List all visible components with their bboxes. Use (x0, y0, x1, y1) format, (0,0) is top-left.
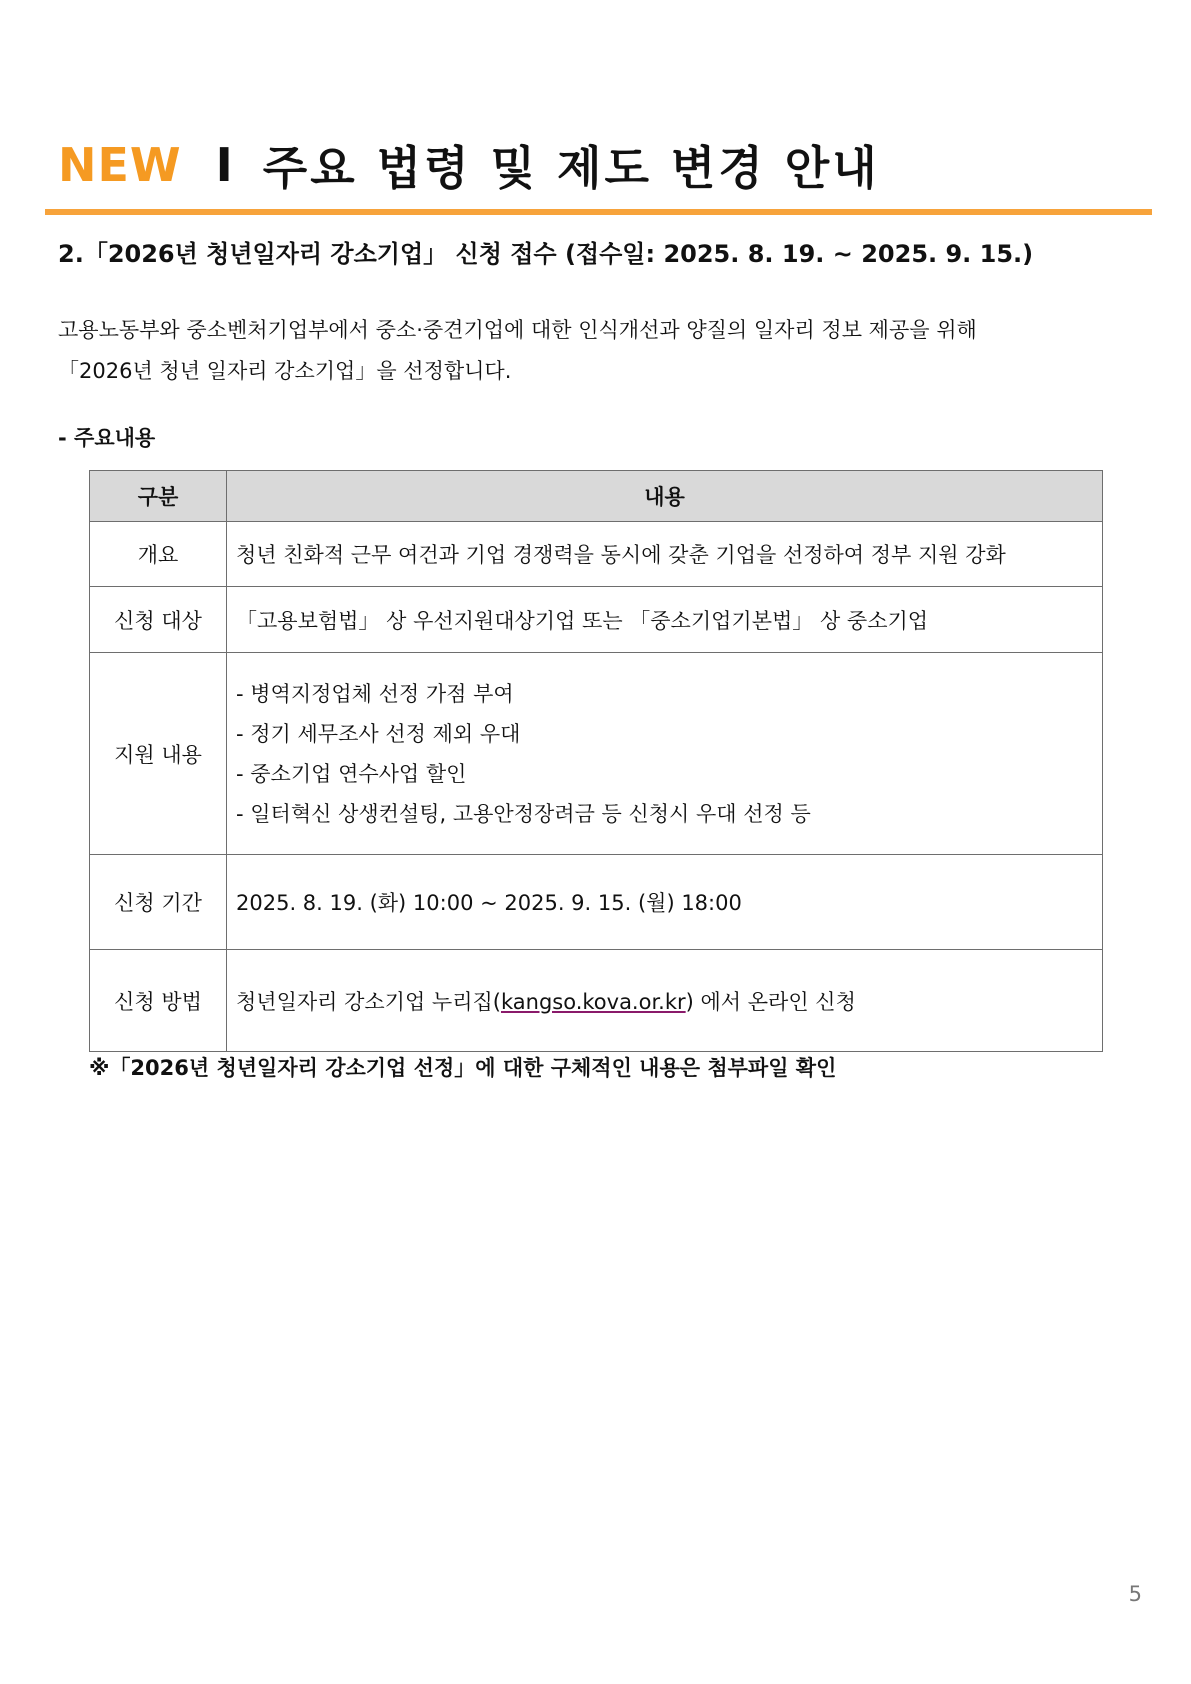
target-label: 신청 대상 (90, 587, 227, 653)
table-row-method (90, 950, 1103, 1052)
header-separator: I (215, 138, 233, 192)
table-row-period (90, 855, 1103, 950)
support-item: - 정기 세무조사 선정 제외 우대 (236, 721, 521, 746)
overview-content: 청년 친화적 근무 여건과 기업 경쟁력을 동시에 갖춘 기업을 선정하여 정부 지원 강화 (227, 522, 1103, 587)
method-content (227, 950, 1103, 1052)
sub-title: - 주요내용 (58, 426, 156, 450)
method-suffix: ) 에서 온라인 신청 (685, 989, 856, 1014)
intro-line-2: 「2026년 청년 일자리 강소기업」을 선정합니다. (58, 359, 512, 383)
period-label: 신청 기간 (90, 855, 227, 950)
overview-label: 개요 (90, 522, 227, 587)
table-row-target (90, 587, 1103, 653)
page-header (58, 135, 880, 195)
table-row-support (90, 653, 1103, 855)
support-item: - 중소기업 연수사업 할인 (236, 761, 467, 786)
target-content: 「고용보험법」 상 우선지원대상기업 또는 「중소기업기본법」 상 중소기업 (227, 587, 1103, 653)
support-label: 지원 내용 (90, 653, 227, 855)
header-category: 구분 (90, 471, 227, 522)
kangso-link[interactable]: kangso.kova.or.kr (500, 989, 686, 1014)
support-content (227, 653, 1103, 855)
method-label: 신청 방법 (90, 950, 227, 1052)
intro-line-1: 고용노동부와 중소벤처기업부에서 중소·중견기업에 대한 인식개선과 양질의 일자리 정보 제공을 위해 (58, 318, 977, 342)
period-content: 2025. 8. 19. (화) 10:00 ~ 2025. 9. 15. (월) 18:00 (227, 855, 1103, 950)
section-title: 2.「2026년 청년일자리 강소기업」 신청 접수 (접수일: 2025. 8. 19. ~ 2025. 9. 15.) (58, 240, 1034, 268)
header-content: 내용 (227, 471, 1103, 522)
intro-paragraph (58, 310, 1138, 392)
support-item: - 일터혁신 상생컨설팅, 고용안정장려금 등 신청시 우대 선정 등 (236, 801, 811, 826)
method-prefix: 청년일자리 강소기업 누리집( (236, 989, 501, 1014)
footnote: ※「2026년 청년일자리 강소기업 선정」에 대한 구체적인 내용은 첨부파일 확인 (89, 1056, 837, 1080)
page-title: 주요 법령 및 제도 변경 안내 (262, 141, 880, 195)
table-row-overview (90, 522, 1103, 587)
table-header-row (90, 471, 1103, 522)
info-table (89, 470, 1103, 1052)
page-number: 5 (1128, 1582, 1142, 1606)
new-label: NEW (58, 138, 182, 192)
header-rule (45, 209, 1152, 215)
support-item: - 병역지정업체 선정 가점 부여 (236, 681, 514, 706)
